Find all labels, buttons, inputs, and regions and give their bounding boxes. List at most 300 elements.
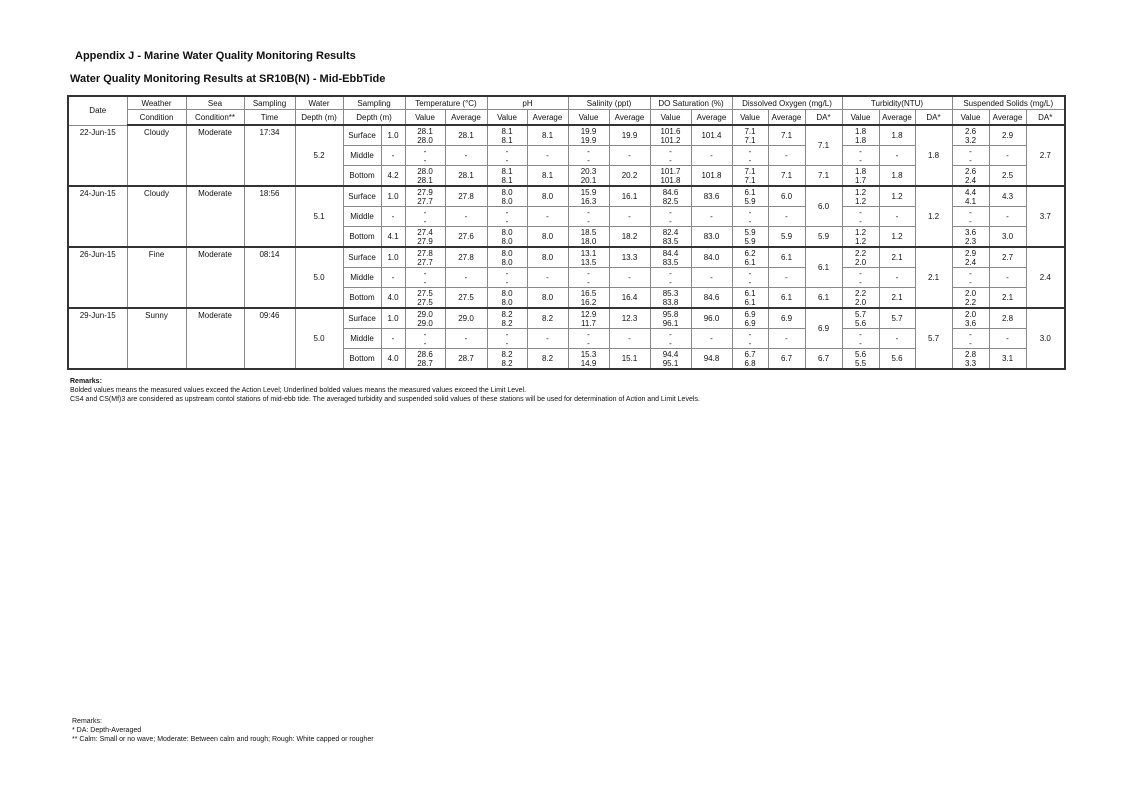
temperature-value (405, 186, 445, 207)
salinity-value-reading: - (587, 277, 590, 287)
suspended-solids-da: 3.0 (1026, 308, 1065, 369)
do-saturation-value-reading: - (669, 329, 672, 339)
dissolved-oxygen-value (732, 329, 768, 349)
temperature-average: 28.7 (445, 349, 487, 370)
salinity-value-reading: 14.9 (580, 358, 597, 368)
header-salinity: Salinity (ppt) (568, 96, 650, 110)
do-saturation-value-reading: 84.4 (662, 248, 679, 258)
do-saturation-value-reading: 95.8 (662, 309, 679, 319)
header-value: Value (952, 110, 989, 126)
salinity-value-reading: - (587, 207, 590, 217)
salinity-average: 16.1 (609, 186, 650, 207)
do-saturation-value-reading: - (669, 216, 672, 226)
turbidity-value-reading: 1.2 (854, 227, 867, 237)
do-saturation-value (650, 268, 691, 288)
ph-average: - (527, 207, 568, 227)
header-value: Value (568, 110, 609, 126)
turbidity-da: 5.7 (915, 308, 952, 369)
table-row (68, 125, 1065, 146)
salinity-value-reading: - (587, 329, 590, 339)
footnotes-section (72, 717, 374, 744)
dissolved-oxygen-value-reading: 6.1 (744, 297, 756, 307)
turbidity-value-reading: - (859, 329, 862, 339)
do-saturation-average: 84.0 (691, 247, 732, 268)
salinity-value (568, 308, 609, 329)
do-saturation-value-reading: 85.3 (662, 288, 679, 298)
turbidity-value-reading: 5.7 (854, 309, 867, 319)
temperature-value-reading: 27.9 (417, 187, 433, 197)
header-time-2: Time (244, 110, 295, 126)
dissolved-oxygen-value (732, 247, 768, 268)
date-cell: 29-Jun-15 (68, 308, 127, 369)
salinity-value-reading: 20.3 (580, 166, 597, 176)
turbidity-average: 1.8 (879, 125, 915, 146)
salinity-value (568, 349, 609, 370)
turbidity-value-reading: - (859, 268, 862, 278)
dissolved-oxygen-value-reading: 5.9 (744, 236, 756, 246)
dissolved-oxygen-value (732, 146, 768, 166)
dissolved-oxygen-average: - (768, 207, 805, 227)
temperature-value-reading: 27.5 (417, 297, 433, 307)
do-saturation-value (650, 207, 691, 227)
suspended-solids-value-reading: 3.6 (964, 318, 977, 328)
ph-value (487, 125, 527, 146)
ph-value-reading: - (505, 216, 509, 226)
ph-value-reading: 8.0 (501, 257, 513, 267)
temperature-value (405, 146, 445, 166)
suspended-solids-value (952, 166, 989, 187)
salinity-value-reading: 16.2 (580, 297, 597, 307)
do-saturation-value-reading: 94.4 (662, 349, 679, 359)
ph-value-reading: 8.0 (501, 187, 513, 197)
do-saturation-average: - (691, 268, 732, 288)
temperature-value-reading: - (423, 268, 427, 278)
suspended-solids-average: 4.3 (989, 186, 1026, 207)
suspended-solids-value-reading: 2.3 (964, 236, 977, 246)
ph-value-reading: 8.0 (501, 227, 513, 237)
suspended-solids-value (952, 146, 989, 166)
sea-condition-cell: Moderate (186, 186, 244, 247)
dissolved-oxygen-value-reading: - (748, 268, 752, 278)
header-average: Average (691, 110, 732, 126)
turbidity-value (842, 247, 879, 268)
dissolved-oxygen-value-reading: 7.1 (744, 135, 756, 145)
header-value: Value (650, 110, 691, 126)
turbidity-value-reading: 2.2 (854, 288, 867, 298)
do-saturation-value-reading: 82.5 (662, 196, 679, 206)
salinity-value (568, 146, 609, 166)
sampling-level-cell: Bottom (343, 227, 381, 248)
turbidity-value (842, 308, 879, 329)
do-saturation-value (650, 349, 691, 370)
temperature-value-reading: - (423, 146, 427, 156)
turbidity-value (842, 186, 879, 207)
dissolved-oxygen-value-reading: 5.9 (744, 196, 756, 206)
suspended-solids-da: 3.7 (1026, 186, 1065, 247)
turbidity-da: 2.1 (915, 247, 952, 308)
turbidity-value (842, 207, 879, 227)
header-value: Value (487, 110, 527, 126)
do-saturation-value-reading: 101.8 (660, 175, 681, 185)
suspended-solids-average: 2.1 (989, 288, 1026, 309)
dissolved-oxygen-average: 7.1 (768, 166, 805, 187)
dissolved-oxygen-da-bottom: 7.1 (805, 166, 842, 187)
turbidity-value-reading: 5.6 (854, 318, 867, 328)
footnotes-heading: Remarks: (72, 718, 102, 725)
salinity-value-reading: - (587, 216, 590, 226)
turbidity-average: 5.7 (879, 308, 915, 329)
sampling-depth-cell: 4.1 (381, 227, 405, 248)
temperature-value-reading: 28.0 (417, 166, 433, 176)
suspended-solids-value-reading: 2.8 (964, 349, 977, 359)
temperature-average: - (445, 268, 487, 288)
ph-value-reading: 8.2 (501, 358, 513, 368)
turbidity-value-reading: 1.2 (854, 236, 867, 246)
salinity-value-reading: 16.5 (580, 288, 597, 298)
ph-value-reading: - (505, 268, 509, 278)
dissolved-oxygen-value-reading: 6.9 (744, 309, 756, 319)
header-suspended-solids: Suspended Solids (mg/L) (952, 96, 1065, 110)
temperature-value (405, 166, 445, 187)
suspended-solids-average: 2.8 (989, 308, 1026, 329)
salinity-value-reading: 11.7 (581, 318, 596, 328)
header-average: Average (527, 110, 568, 126)
turbidity-average: - (879, 268, 915, 288)
sampling-depth-cell: 4.0 (381, 349, 405, 370)
ph-value-reading: 8.1 (501, 175, 513, 185)
ph-average: 8.1 (527, 166, 568, 187)
do-saturation-value-reading: 83.5 (662, 236, 679, 246)
suspended-solids-average: - (989, 329, 1026, 349)
table-row (68, 308, 1065, 329)
suspended-solids-value-reading: 2.0 (964, 309, 977, 319)
temperature-value-reading: 27.7 (417, 257, 433, 267)
do-saturation-value (650, 308, 691, 329)
do-saturation-average: - (691, 146, 732, 166)
salinity-average: 18.2 (609, 227, 650, 248)
temperature-value (405, 227, 445, 248)
ph-value (487, 308, 527, 329)
suspended-solids-value-reading: 3.3 (964, 358, 977, 368)
suspended-solids-da: 2.7 (1026, 125, 1065, 186)
suspended-solids-value (952, 349, 989, 370)
dissolved-oxygen-average: - (768, 268, 805, 288)
salinity-value (568, 207, 609, 227)
salinity-value-reading: 13.1 (580, 248, 597, 258)
sampling-level-cell: Bottom (343, 349, 381, 370)
water-depth-cell: 5.1 (295, 186, 343, 247)
turbidity-value-reading: 5.6 (854, 349, 867, 359)
temperature-value-reading: 27.4 (417, 227, 433, 237)
do-saturation-average: 96.0 (691, 308, 732, 329)
suspended-solids-value-reading: 2.4 (964, 257, 977, 267)
do-saturation-average: 101.8 (691, 166, 732, 187)
dissolved-oxygen-value-reading: 6.7 (744, 349, 756, 359)
turbidity-da: 1.8 (915, 125, 952, 186)
dissolved-oxygen-value-reading: - (748, 277, 752, 287)
header-average: Average (609, 110, 650, 126)
water-depth-cell: 5.0 (295, 247, 343, 308)
temperature-value (405, 329, 445, 349)
dissolved-oxygen-value-reading: 6.2 (744, 248, 756, 258)
dissolved-oxygen-da-bottom: 6.1 (805, 288, 842, 309)
dissolved-oxygen-value-reading: - (748, 216, 752, 226)
dissolved-oxygen-value-reading: 6.9 (744, 318, 756, 328)
do-saturation-value-reading: - (669, 155, 672, 165)
header-sampling-depth-2: Depth (m) (343, 110, 405, 126)
suspended-solids-value-reading: - (969, 338, 972, 348)
salinity-value-reading: 12.9 (580, 309, 597, 319)
header-da: DA* (915, 110, 952, 126)
temperature-value (405, 207, 445, 227)
turbidity-average: 2.1 (879, 288, 915, 309)
turbidity-value (842, 166, 879, 187)
header-water-depth-2: Depth (m) (295, 110, 343, 126)
temperature-value-reading: 29.0 (417, 309, 433, 319)
turbidity-value (842, 227, 879, 248)
dissolved-oxygen-value (732, 207, 768, 227)
sea-condition-cell: Moderate (186, 247, 244, 308)
date-cell: 26-Jun-15 (68, 247, 127, 308)
dissolved-oxygen-da-bottom: 6.7 (805, 349, 842, 370)
ph-value-reading: 8.1 (501, 166, 513, 176)
ph-value-reading: - (505, 329, 509, 339)
temperature-value (405, 125, 445, 146)
do-saturation-value-reading: 101.6 (660, 126, 681, 136)
suspended-solids-value-reading: - (969, 216, 972, 226)
do-saturation-value-reading: - (669, 146, 672, 156)
sampling-depth-cell: - (381, 268, 405, 288)
temperature-value-reading: 28.0 (417, 135, 433, 145)
salinity-average: - (609, 146, 650, 166)
dissolved-oxygen-value-reading: 6.1 (744, 257, 756, 267)
suspended-solids-average: - (989, 207, 1026, 227)
suspended-solids-average: 3.1 (989, 349, 1026, 370)
dissolved-oxygen-average: 6.7 (768, 349, 805, 370)
temperature-value-reading: - (423, 207, 427, 217)
turbidity-average: 1.8 (879, 166, 915, 187)
sampling-time-cell: 17:34 (244, 125, 295, 186)
temperature-average: 28.1 (445, 166, 487, 187)
header-value: Value (405, 110, 445, 126)
temperature-average: 28.1 (445, 125, 487, 146)
salinity-value-reading: 16.3 (580, 196, 597, 206)
do-saturation-value-reading: 83.8 (662, 297, 679, 307)
turbidity-value-reading: 2.0 (854, 257, 867, 267)
salinity-value-reading: 13.5 (580, 257, 597, 267)
temperature-average: 27.5 (445, 288, 487, 309)
remarks-line: CS4 and CS(Mf)3 are considered as upstream contol stations of mid-ebb tide. The averaged turbidity and suspended solid values of these stations will be used for determination of Action and Limit Levels. (70, 396, 700, 403)
dissolved-oxygen-value-reading: - (748, 155, 752, 165)
temperature-value-reading: - (423, 216, 427, 226)
temperature-average: 27.8 (445, 186, 487, 207)
do-saturation-value (650, 146, 691, 166)
dissolved-oxygen-average: 6.1 (768, 247, 805, 268)
temperature-average: - (445, 146, 487, 166)
temperature-value-reading: - (423, 155, 427, 165)
turbidity-average: - (879, 207, 915, 227)
turbidity-value (842, 146, 879, 166)
page-title: Appendix J - Marine Water Quality Monitoring Results (75, 50, 356, 62)
header-average: Average (989, 110, 1026, 126)
ph-value-reading: - (505, 277, 509, 287)
ph-value (487, 146, 527, 166)
suspended-solids-average: 2.9 (989, 125, 1026, 146)
turbidity-average: 1.2 (879, 186, 915, 207)
header-weather: Weather (127, 96, 186, 110)
ph-average: - (527, 146, 568, 166)
salinity-average: 20.2 (609, 166, 650, 187)
remarks-heading: Remarks: (70, 378, 102, 385)
dissolved-oxygen-value (732, 288, 768, 309)
dissolved-oxygen-value-reading: - (748, 329, 752, 339)
salinity-average: 16.4 (609, 288, 650, 309)
suspended-solids-average: - (989, 146, 1026, 166)
salinity-value-reading: - (587, 268, 590, 278)
suspended-solids-value-reading: - (969, 155, 972, 165)
salinity-value-reading: 19.9 (580, 126, 597, 136)
suspended-solids-value-reading: 2.6 (964, 166, 977, 176)
temperature-average: 29.0 (445, 308, 487, 329)
do-saturation-average: 84.6 (691, 288, 732, 309)
turbidity-value-reading: 2.2 (854, 248, 867, 258)
ph-average: 8.2 (527, 349, 568, 370)
do-saturation-value-reading: - (669, 338, 672, 348)
sampling-depth-cell: 1.0 (381, 125, 405, 146)
dissolved-oxygen-da: 6.1 (805, 247, 842, 288)
temperature-value (405, 268, 445, 288)
temperature-value-reading: 28.1 (417, 126, 433, 136)
suspended-solids-value-reading: - (969, 146, 972, 156)
do-saturation-average: 94.8 (691, 349, 732, 370)
do-saturation-average: 83.0 (691, 227, 732, 248)
temperature-value-reading: - (423, 277, 427, 287)
date-cell: 24-Jun-15 (68, 186, 127, 247)
footnote-line: * DA: Depth-Averaged (72, 727, 142, 734)
footnote-line: ** Calm: Small or no wave; Moderate: Between calm and rough; Rough: White capped or rougher (72, 736, 374, 743)
suspended-solids-value (952, 268, 989, 288)
temperature-value-reading: 27.5 (417, 288, 433, 298)
weather-cell: Fine (127, 247, 186, 308)
turbidity-average: - (879, 146, 915, 166)
ph-value-reading: 8.0 (501, 248, 513, 258)
ph-value (487, 268, 527, 288)
dissolved-oxygen-value (732, 349, 768, 370)
temperature-value-reading: 27.8 (417, 248, 433, 258)
turbidity-value-reading: 5.5 (854, 358, 867, 368)
ph-value-reading: 8.0 (501, 297, 513, 307)
sampling-level-cell: Bottom (343, 166, 381, 187)
ph-value-reading: 8.0 (501, 196, 513, 206)
header-sea: Sea (186, 96, 244, 110)
header-do-saturation: DO Saturation (%) (650, 96, 732, 110)
dissolved-oxygen-da: 6.9 (805, 308, 842, 349)
dissolved-oxygen-average: 6.9 (768, 308, 805, 329)
suspended-solids-value (952, 288, 989, 309)
ph-value-reading: 8.2 (501, 318, 513, 328)
suspended-solids-value-reading: - (969, 277, 972, 287)
do-saturation-value (650, 247, 691, 268)
dissolved-oxygen-value-reading: 6.1 (744, 288, 756, 298)
ph-value (487, 349, 527, 370)
ph-value-reading: 8.1 (501, 126, 513, 136)
suspended-solids-value-reading: 2.6 (964, 126, 977, 136)
dissolved-oxygen-value-reading: - (748, 338, 752, 348)
header-da: DA* (805, 110, 842, 126)
dissolved-oxygen-average: 6.0 (768, 186, 805, 207)
salinity-average: - (609, 268, 650, 288)
dissolved-oxygen-da: 7.1 (805, 125, 842, 166)
turbidity-average: 1.2 (879, 227, 915, 248)
weather-cell: Cloudy (127, 125, 186, 186)
dissolved-oxygen-value (732, 125, 768, 146)
temperature-value-reading: 29.0 (417, 318, 433, 328)
salinity-average: 15.1 (609, 349, 650, 370)
ph-average: - (527, 268, 568, 288)
sampling-time-cell: 18:56 (244, 186, 295, 247)
do-saturation-value-reading: 101.7 (660, 166, 681, 176)
salinity-average: 13.3 (609, 247, 650, 268)
sampling-level-cell: Surface (343, 186, 381, 207)
sampling-depth-cell: 1.0 (381, 247, 405, 268)
salinity-value (568, 166, 609, 187)
temperature-value-reading: 27.7 (417, 196, 433, 206)
ph-value-reading: - (505, 338, 509, 348)
suspended-solids-value-reading: - (969, 329, 972, 339)
turbidity-value (842, 349, 879, 370)
turbidity-value (842, 288, 879, 309)
suspended-solids-value (952, 247, 989, 268)
suspended-solids-average: 2.5 (989, 166, 1026, 187)
suspended-solids-value (952, 329, 989, 349)
salinity-value-reading: 15.3 (580, 349, 597, 359)
salinity-value-reading: - (587, 155, 590, 165)
dissolved-oxygen-da: 6.0 (805, 186, 842, 227)
header-value: Value (842, 110, 879, 126)
suspended-solids-average: 3.0 (989, 227, 1026, 248)
temperature-average: 27.6 (445, 227, 487, 248)
sampling-time-cell: 09:46 (244, 308, 295, 369)
do-saturation-value-reading: 101.2 (660, 135, 681, 145)
salinity-value (568, 268, 609, 288)
temperature-value-reading: - (423, 329, 427, 339)
temperature-average: - (445, 207, 487, 227)
do-saturation-value (650, 288, 691, 309)
sampling-depth-cell: - (381, 329, 405, 349)
do-saturation-value (650, 125, 691, 146)
sampling-level-cell: Middle (343, 207, 381, 227)
header-water-depth: Water (295, 96, 343, 110)
dissolved-oxygen-value-reading: 6.1 (744, 187, 756, 197)
salinity-value (568, 247, 609, 268)
suspended-solids-da: 2.4 (1026, 247, 1065, 308)
temperature-value (405, 349, 445, 370)
salinity-average: 19.9 (609, 125, 650, 146)
salinity-average: 12.3 (609, 308, 650, 329)
remarks-line: Bolded values means the measured values exceed the Action Level; Underlined bolded values means the measured values exceed the Limit Level. (70, 387, 527, 394)
water-quality-table (67, 95, 1066, 370)
header-temperature: Temperature (°C) (405, 96, 487, 110)
dissolved-oxygen-value (732, 308, 768, 329)
suspended-solids-value-reading: 3.2 (964, 135, 977, 145)
dissolved-oxygen-average: 5.9 (768, 227, 805, 248)
temperature-value (405, 308, 445, 329)
do-saturation-value (650, 329, 691, 349)
do-saturation-value-reading: - (669, 268, 672, 278)
table-title: Water Quality Monitoring Results at SR10B(N) - Mid-EbbTide (70, 73, 386, 85)
ph-average: 8.0 (527, 227, 568, 248)
temperature-average: 27.8 (445, 247, 487, 268)
